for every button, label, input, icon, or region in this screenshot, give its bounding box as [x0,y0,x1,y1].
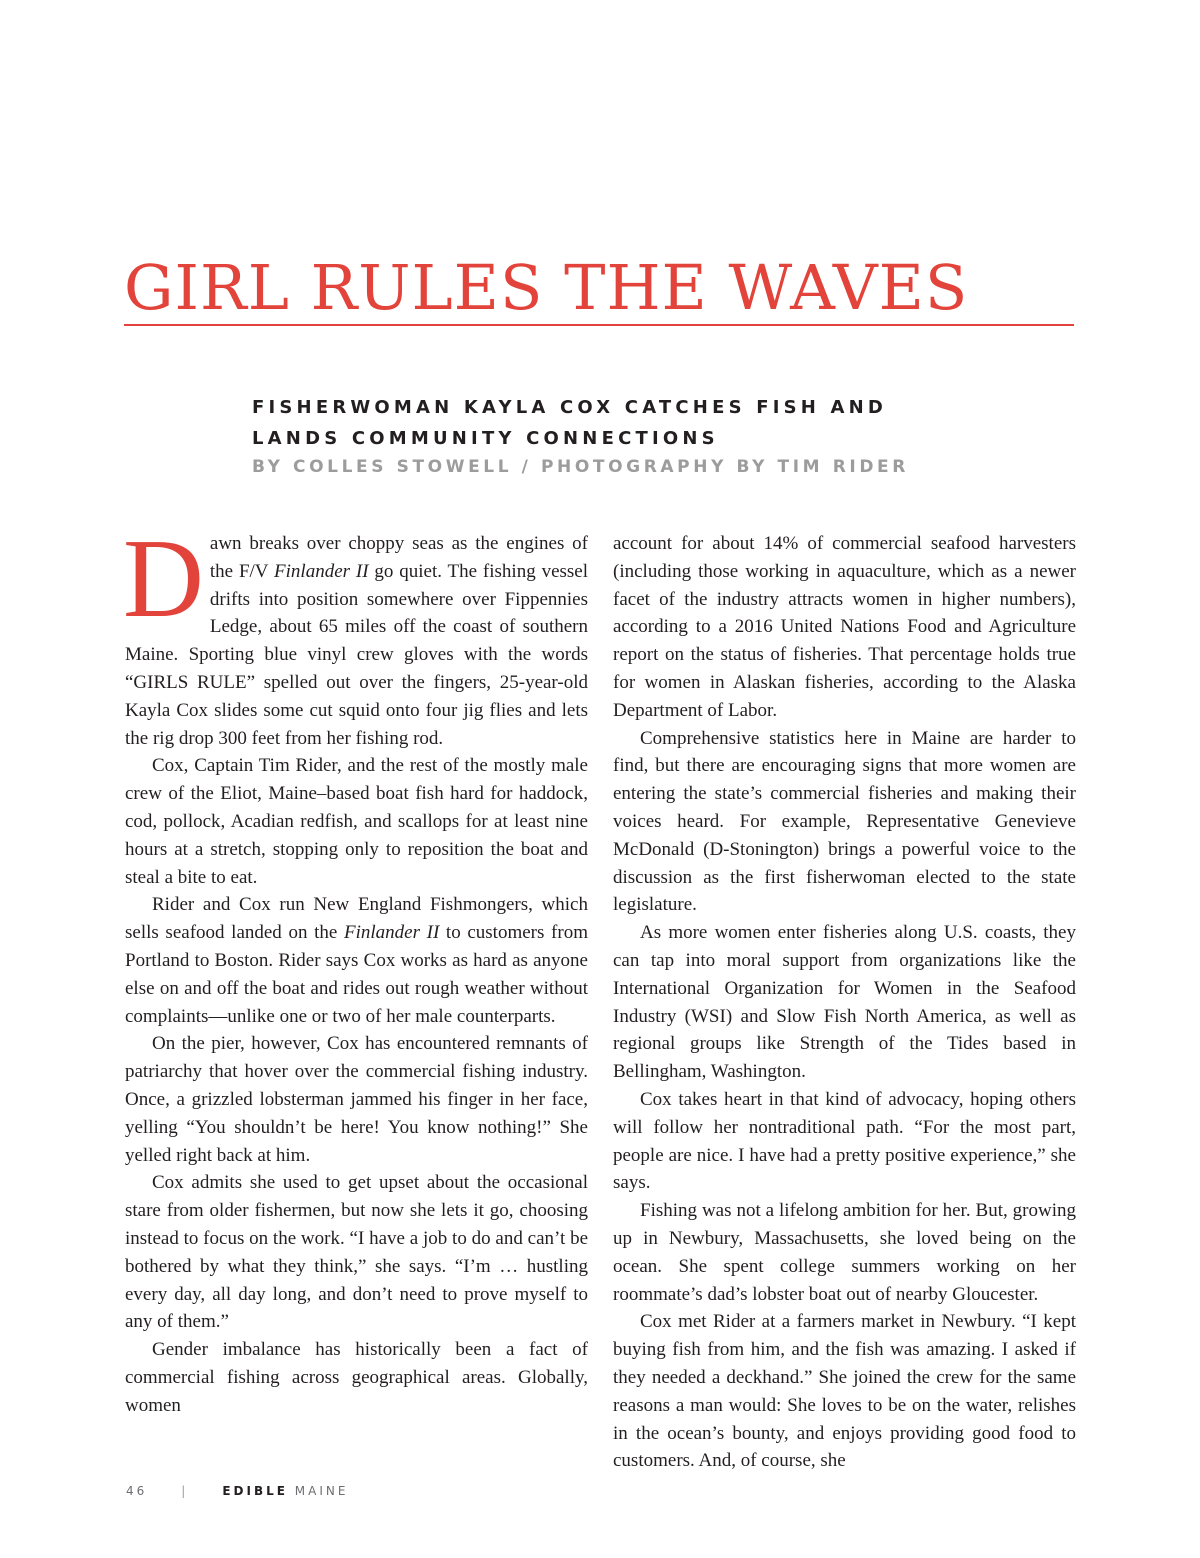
article-column-right [613,530,1076,1475]
deck-line-1: FISHERWOMAN KAYLA COX CATCHES FISH AND [252,397,888,418]
paragraph [123,517,588,752]
deck-line-2: LANDS COMMUNITY CONNECTIONS [252,428,719,449]
drop-cap: D [123,517,204,641]
paragraph: Cox, Captain Tim Rider, and the rest of the mostly male crew of the Eliot, Maine–based boat fish hard for haddock, cod, pollock, Acadian redfish, and scallops for at least nine hours at a stretch, stopping only to reposition the boat and steal a bite to eat. [125,755,588,888]
paragraph-text: Rider and Cox run New England Fishmongers, which sells seafood landed on the [125,894,588,944]
paragraph: Cox met Rider at a farmers market in Newbury. “I kept buying fish from him, and the fish was amazing. I asked if they needed a deckhand.” She joined the crew for the same reasons a man would: She loves to be on the water, relishes in the ocean’s bounty, and enjoys providing good food to customers. And, of course, she [613,1311,1076,1472]
paragraph: account for about 14% of commercial seafood harvesters (including those working in aquaculture, which as a newer facet of the industry attracts women in higher numbers), according to a 2016 United Nations Food and Agriculture report on the status of fisheries. That percentage holds true for women in Alaskan fisheries, according to the Alaska Department of Labor. [613,533,1076,721]
paragraph-text: to customers from Portland to Boston. Rider says Cox works as hard as anyone else on and off the boat and rides out rough weather without complaints—unlike one or two of her male counterparts. [125,922,588,1027]
vessel-name: Finlander II [343,922,440,944]
page-number: 46 [126,1484,148,1498]
article-headline: GIRL RULES THE WAVES [124,251,969,324]
paragraph: Cox takes heart in that kind of advocacy, hoping others will follow her nontraditional path. “For the most part, people are nice. I have had a pretty positive experience,” she says. [613,1088,1076,1194]
paragraph: Cox admits she used to get upset about the occasional stare from older fishermen, but now she lets it go, choosing instead to focus on the work. “I have a job to do and can’t be bothered by what they think,” she says. “I’m … hustling every day, all day long, and don’t need to prove myself to any of them.” [125,1172,588,1333]
article-column-left [123,517,588,1420]
paragraph [125,891,588,1030]
article-byline: BY COLLES STOWELL / PHOTOGRAPHY BY TIM RIDER [252,457,909,477]
headline-rule [124,324,1074,326]
publication-region: MAINE [294,1484,349,1498]
footer-separator: | [181,1484,189,1498]
paragraph-text: awn breaks over choppy seas as the engines of the F/V [209,533,588,582]
paragraph-text: go quiet. The fishing vessel drifts into position somewhere over Fippennies Ledge, about 65 miles off the coast of southern Maine. Sporting blue vinyl crew gloves with the words “GIRLS RULE” spelled out over the fingers, 25-year-old Kayla Cox slides some cut squid onto four jig flies and lets the rig drop 300 feet from her fishing rod. [125,560,588,749]
page-footer [126,1484,348,1498]
paragraph: Comprehensive statistics here in Maine are harder to find, but there are encouraging signs that more women are entering the state’s commercial fisheries and making their voices heard. For example, Representative Genevieve McDonald (D-Stonington) brings a powerful voice to the discussion as the first fisherwoman elected to the state legislature. [613,727,1076,916]
paragraph: As more women enter fisheries along U.S. coasts, they can tap into moral support from organizations like the International Organization for Women in the Seafood Industry (WSI) and Slow Fish North America, as well as regional groups like Strength of the Tides based in Bellingham, Washington. [613,922,1076,1083]
paragraph: On the pier, however, Cox has encountered remnants of patriarchy that hover over the commercial fishing industry. Once, a grizzled lobsterman jammed his finger in her face, yelling “You shouldn’t be here! You know nothing!” She yelled right back at him. [125,1033,588,1166]
publication-name: EDIBLE [222,1484,288,1498]
article-deck [252,392,1032,454]
vessel-name: Finlander II [274,560,369,582]
paragraph: Gender imbalance has historically been a fact of commercial fishing across geographical areas. Globally, women [125,1339,588,1416]
paragraph: Fishing was not a lifelong ambition for her. But, growing up in Newbury, Massachusetts, she loved being on the ocean. She spent college summers working on her roommate’s dad’s lobster boat out of nearby Gloucester. [613,1200,1076,1305]
